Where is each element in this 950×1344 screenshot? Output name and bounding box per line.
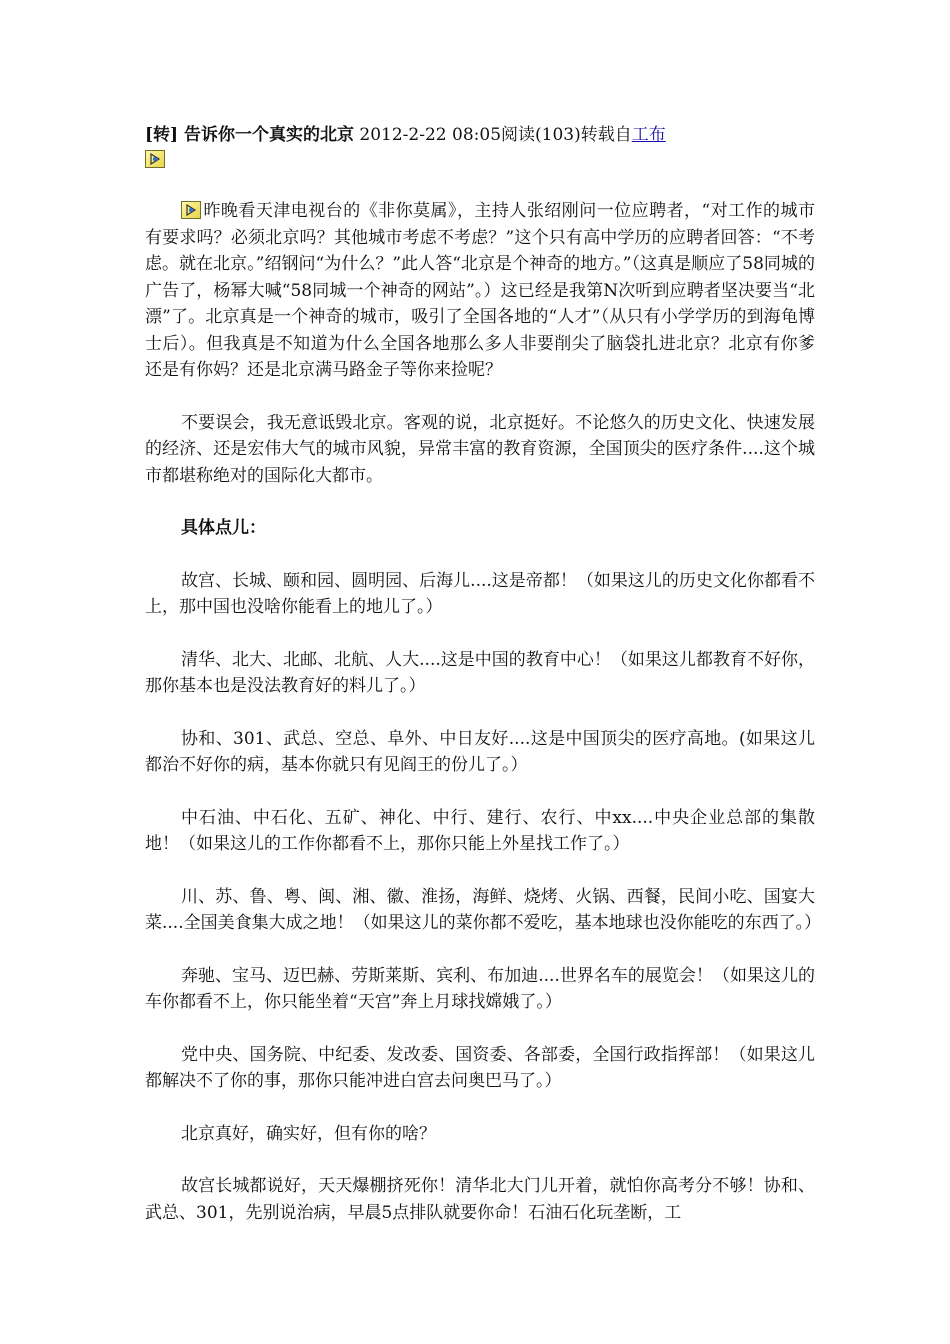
paragraph: 清华、北大、北邮、北航、人大....这是中国的教育中心！（如果这儿都教育不好你，那你基本也是没法教育好的料儿了。） [145,649,815,696]
paragraph: 中石油、中石化、五矿、神化、中行、建行、农行、中xx....中央企业总部的集散地！（如果这儿的工作你都看不上，那你只能上外星找工作了。） [145,807,815,854]
article-meta: 2012-2-22 08:05阅读(103)转载自 [354,125,632,145]
article [145,122,822,1252]
article-body [145,198,822,1226]
paragraph: 协和、301、武总、空总、阜外、中日友好....这是中国顶尖的医疗高地。(如果这儿都治不好你的病，基本你就只有见阎王的份儿了。） [145,728,815,775]
paragraph: 不要误会，我无意诋毁北京。客观的说，北京挺好。不论悠久的历史文化、快速发展的经济、还是宏伟大气的城市风貌，异常丰富的教育资源，全国顶尖的医疗条件....这个城市都堪称绝对的国际化大都市。 [145,412,815,486]
paragraph: 川、苏、鲁、粤、闽、湘、徽、淮扬，海鲜、烧烤、火锅、西餐，民间小吃、国宴大菜....全国美食集大成之地！（如果这儿的菜你都不爱吃，基本地球也没你能吃的东西了。） [145,886,822,933]
paragraph: 北京真好，确实好，但有你的啥？ [181,1123,436,1144]
article-header [145,122,815,148]
paragraph: 故宫、长城、颐和园、圆明园、后海儿....这是帝都！（如果这儿的历史文化你都看不上，那中国也没啥你能看上的地儿了。） [145,570,815,617]
paragraph: 奔驰、宝马、迈巴赫、劳斯莱斯、宾利、布加迪....世界名车的展览会！（如果这儿的车你都看不上，你只能坐着“天宫”奔上月球找嫦娥了。） [145,965,815,1012]
article-title: [转] 告诉你一个真实的北京 [145,125,355,145]
section-heading: 具体点儿： [181,518,266,538]
paragraph-text: 昨晚看天津电视台的《非你莫属》，主持人张绍刚问一位应聘者，“对工作的城市有要求吗？必须北京吗？其他城市考虑不考虑？”这个只有高中学历的应聘者回答：“不考虑。就在北京。”绍钢问“为什么？”此人答“北京是个神奇的地方。”（这真是顺应了58同城的广告了，杨幂大喊“58同城一个神奇的网站”。）这已经是我第N次听到应聘者坚决要当“北漂”了。北京真是一个神奇的城市，吸引了全国各地的“人才”（从只有小学学历的到海龟博士后）。但我真是不知道为什么全国各地那么多人非要削尖了脑袋扎进北京？北京有你爹还是有你妈？还是北京满马路金子等你来捡呢？ [145,201,815,380]
image-placeholder-icon [181,201,201,219]
source-link[interactable]: 工布 [631,125,666,145]
paragraph: 故宫长城都说好，天天爆棚挤死你！清华北大门儿开着，就怕你高考分不够！协和、武总、301，先别说治病，早晨5点排队就要你命！石油石化玩垄断，工 [145,1176,815,1223]
paragraph [145,198,815,384]
image-placeholder-icon [145,150,165,168]
paragraph: 党中央、国务院、中纪委、发改委、国资委、各部委，全国行政指挥部！（如果这儿都解决不了你的事，那你只能冲进白宫去问奥巴马了。） [145,1044,815,1091]
